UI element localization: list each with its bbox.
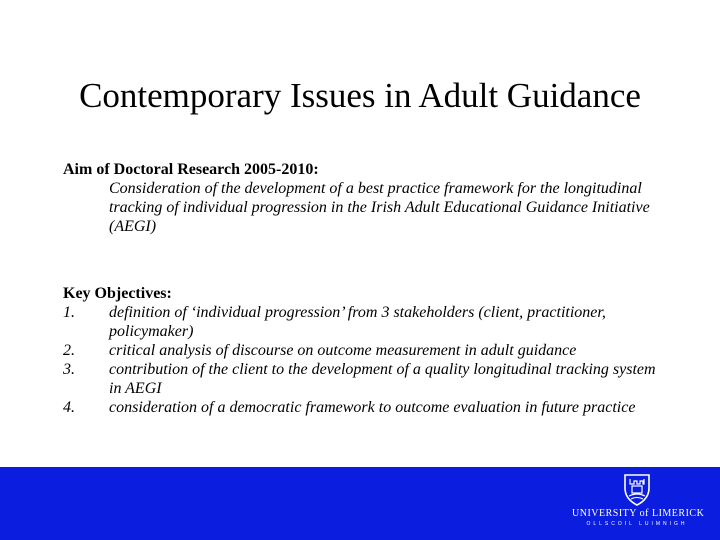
university-logo [572, 472, 705, 536]
objective-number: 1. [63, 304, 75, 321]
university-crest-icon [622, 472, 652, 506]
objectives-section [63, 284, 663, 417]
objective-number: 4. [63, 399, 75, 416]
objective-text: consideration of a democratic framework to outcome evaluation in future practice [109, 399, 636, 416]
objective-number: 3. [63, 361, 75, 378]
objective-item [63, 341, 663, 360]
aim-heading: Aim of Doctoral Research 2005-2010: [63, 161, 319, 178]
objective-item [63, 303, 663, 341]
aim-section [63, 160, 663, 236]
logo-university-name: UNIVERSITY of LIMERICK [572, 508, 705, 519]
objective-text: contribution of the client to the development of a quality longitudinal tracking system in AEGI [109, 361, 656, 397]
objective-number: 2. [63, 342, 75, 359]
slide-title: Contemporary Issues in Adult Guidance [79, 76, 641, 115]
logo-irish-name: OLLSCOIL LUIMNIGH [586, 521, 688, 527]
aim-text: Consideration of the development of a best practice framework for the longitudinal tracking of individual progression in the Irish Adult Educational Guidance Initiative (AEGI) [109, 180, 650, 235]
objective-item [63, 360, 663, 398]
objective-text: critical analysis of discourse on outcome measurement in adult guidance [109, 342, 577, 359]
objective-text: definition of ‘individual progression’ from 3 stakeholders (client, practitioner, policymaker) [109, 304, 606, 340]
objective-item [63, 398, 663, 417]
objectives-heading: Key Objectives: [63, 285, 172, 302]
